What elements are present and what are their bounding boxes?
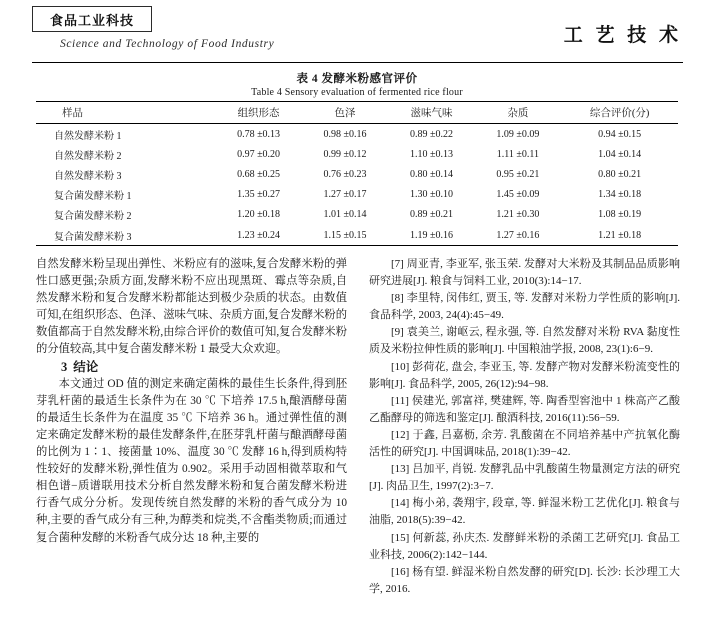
list-item: [9] 袁美兰, 谢岖云, 程永强, 等. 自然发酵对米粉 RVA 黏度性质及米粉拉伸性质的影响[J]. 中国粮油学报, 2008, 23(1):6−9. <box>369 326 680 356</box>
article-body <box>36 256 680 598</box>
list-item: [12] 于鑫, 吕嘉枥, 余芳. 乳酸菌在不同培养基中产抗氧化酶活性的研究[J]. 中国调味品, 2018(1):39−42. <box>369 428 680 459</box>
cell-flavor: 0.89 ±0.21 <box>409 209 453 221</box>
table-title-cn: 表 4 发酵米粉感官评价 <box>296 73 418 85</box>
column-header-color: 色泽 <box>302 102 388 124</box>
table-row <box>36 124 678 145</box>
cell-sample: 复合菌发酵米粉 3 <box>36 225 215 246</box>
list-item: [7] 周亚青, 李亚军, 张玉荣. 发酵对大米粉及其制品品质影响研究进展[J]. 粮食与饲料工业, 2010(3):14−17. <box>369 258 680 288</box>
cell-color: 1.15 ±0.15 <box>302 225 388 246</box>
cell-impurity: 1.21 ±0.30 <box>496 209 540 221</box>
cell-flavor: 1.19 ±0.16 <box>388 225 474 246</box>
table-row <box>36 225 678 246</box>
cell-flavor: 0.89 ±0.22 <box>409 128 453 140</box>
cell-impurity: 0.95 ±0.21 <box>496 168 540 180</box>
cell-texture: 1.20 ±0.18 <box>237 209 281 221</box>
cell-flavor: 1.10 ±0.13 <box>409 148 453 160</box>
list-item: [8] 李里特, 闵伟红, 贾玉, 等. 发酵对米粉力学性质的影响[J]. 食品科学, 2003, 24(4):45−49. <box>369 292 680 322</box>
section-title: 结论 <box>73 359 99 374</box>
cell-overall: 0.80 ±0.21 <box>598 168 642 180</box>
masthead <box>32 6 682 62</box>
paragraph-conclusion: 本文通过 OD 值的测定来确定菌株的最佳生长条件,得到胚芽乳杆菌的最适生长条件为在 30 ℃ 下培养 17.5 h,酿酒酵母菌的最适生长条件为在温度 35 ℃ 下培养 36 h。通过弹性值的测定来确定发酵米粉的最佳发酵条件,在胚芽乳杆菌与酿酒酵母菌的比例为 1∶1、接菌量 10%、温度 30 ℃ 发酵 16 h,得到质构特性较好的发酵米粉,弹性值为 0.902。采用手动固相微萃取和气相色谱−质谱联用技术分析自然发酵米粉和复合菌发酵米粉进行香气成分分析。发现传统自然发酵的米粉的香气成分为 10 种,主要的香气成分有三种,为醇类和烷类,不含酯类物质;而通过复合菌种发酵的米粉香气成分达 18 种,主要的 <box>36 377 347 544</box>
list-item: [11] 侯建光, 郭富祥, 樊建辉, 等. 陶香型窖池中 1 株高产乙酸乙酯酵母的筛选和鉴定[J]. 酿酒科技, 2016(11):56−59. <box>369 394 680 424</box>
cell-overall: 1.04 ±0.14 <box>598 148 642 160</box>
list-item: [10] 彭荷花, 盘会, 李亚玉, 等. 发酵产物对发酵米粉流变性的影响[J]. 食品科学, 2005, 26(12):94−98. <box>369 360 680 390</box>
table-title-en: Table 4 Sensory evaluation of fermented rice flour <box>251 87 463 98</box>
cell-sample: 自然发酵米粉 2 <box>54 150 122 162</box>
cell-sample: 复合菌发酵米粉 1 <box>54 191 132 203</box>
cell-impurity: 1.45 ±0.09 <box>496 189 540 201</box>
table-row <box>36 185 678 205</box>
cell-sample: 复合菌发酵米粉 2 <box>54 211 132 223</box>
cell-texture: 0.68 ±0.25 <box>237 168 281 180</box>
section-heading <box>36 359 347 376</box>
table-row <box>36 164 678 184</box>
cell-sample: 自然发酵米粉 3 <box>54 170 122 182</box>
right-column <box>369 256 680 598</box>
cell-color: 0.76 ±0.23 <box>323 168 367 180</box>
cell-impurity: 1.09 ±0.09 <box>496 128 540 140</box>
cell-color: 1.27 ±0.17 <box>323 189 367 201</box>
column-header-flavor: 滋味气味 <box>388 102 474 124</box>
cell-flavor: 0.80 ±0.14 <box>409 168 453 180</box>
section-label: 工 艺 技 术 <box>563 25 682 46</box>
left-column <box>36 256 347 598</box>
section-number: 3 <box>61 359 68 374</box>
column-header-overall: 综合评价(分) <box>561 102 678 124</box>
header-divider <box>32 62 683 63</box>
cell-overall: 1.21 ±0.18 <box>561 225 678 246</box>
cell-overall: 0.94 ±0.15 <box>598 128 642 140</box>
cell-texture: 1.23 ±0.24 <box>215 225 301 246</box>
sensory-table <box>36 101 678 246</box>
cell-texture: 0.97 ±0.20 <box>237 148 281 160</box>
cell-sample: 自然发酵米粉 1 <box>54 130 122 142</box>
column-header-sample: 样品 <box>36 102 215 124</box>
column-header-impurity: 杂质 <box>475 102 561 124</box>
list-item: [13] 吕加平, 肖锐. 发酵乳品中乳酸菌生物量测定方法的研究[J]. 肉品卫生, 1997(2):3−7. <box>369 463 680 493</box>
column-header-texture: 组织形态 <box>215 102 301 124</box>
sensory-table-block <box>36 70 678 246</box>
table-row <box>36 205 678 225</box>
table-row <box>36 144 678 164</box>
cell-overall: 1.34 ±0.18 <box>598 189 642 201</box>
cell-impurity: 1.27 ±0.16 <box>475 225 561 246</box>
journal-logo <box>32 6 152 32</box>
cell-color: 0.99 ±0.12 <box>323 148 367 160</box>
journal-subtitle: Science and Technology of Food Industry <box>60 38 275 50</box>
reference-list <box>369 256 680 598</box>
cell-color: 1.01 ±0.14 <box>323 209 367 221</box>
list-item: [14] 梅小弟, 袭翔宇, 段章, 等. 鲜湿米粉工艺优化[J]. 粮食与油脂, 2018(5):39−42. <box>369 497 680 527</box>
journal-logo-text: 食品工业科技 <box>49 12 134 28</box>
list-item: [16] 杨有望. 鲜湿米粉自然发酵的研究[D]. 长沙: 长沙理工大学, 2016. <box>369 565 680 595</box>
cell-texture: 0.78 ±0.13 <box>237 128 281 140</box>
table-header-row <box>36 102 678 124</box>
cell-impurity: 1.11 ±0.11 <box>496 148 540 160</box>
cell-overall: 1.08 ±0.19 <box>598 209 642 221</box>
paragraph-results: 自然发酵米粉呈现出弹性、米粉应有的滋味,复合发酵米粉的弹性口感更强;杂质方面,发酵米粉不应出现黑斑、霉点等杂质,自然发酵米粉和复合发酵米粉都能达到极少杂质的状态。由数值可知,在组织形态、色泽、滋味气味、杂质方面,复合发酵米粉的数值都高于自然发酵米粉,由综合评价的数值可知,复合发酵米粉的分值较高,其中复合菌发酵米粉 1 最受大众欢迎。 <box>36 258 347 356</box>
cell-texture: 1.35 ±0.27 <box>237 189 281 201</box>
list-item: [15] 何新蕊, 孙庆杰. 发酵鲜米粉的杀菌工艺研究[J]. 食品工业科技, 2006(2):142−144. <box>369 531 680 561</box>
cell-flavor: 1.30 ±0.10 <box>409 189 453 201</box>
cell-color: 0.98 ±0.16 <box>323 128 367 140</box>
